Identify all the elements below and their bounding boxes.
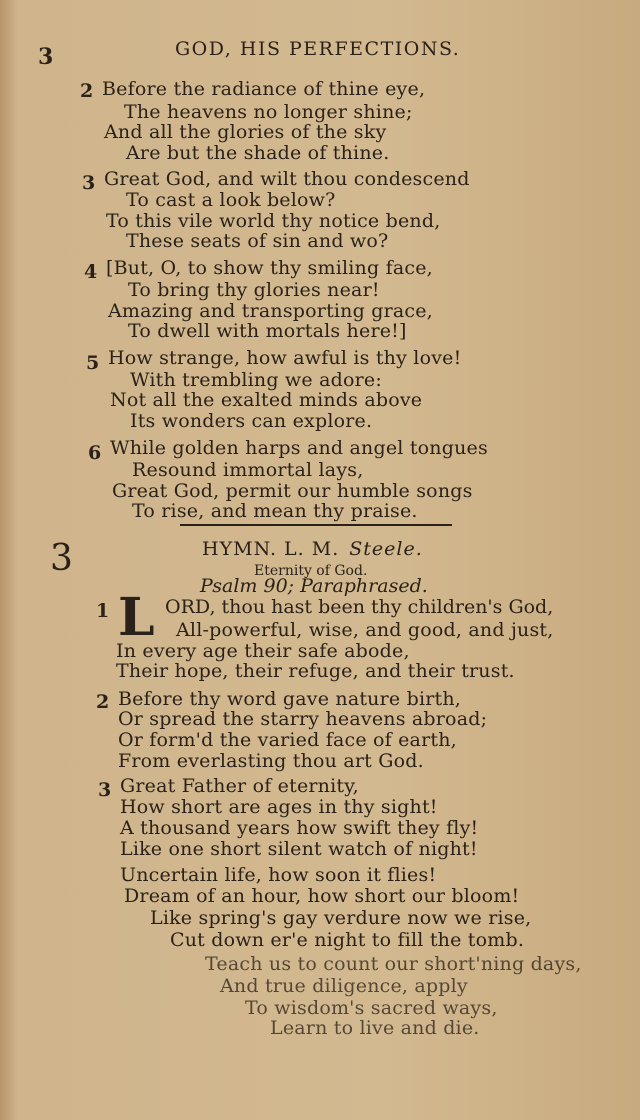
verse-line: All-powerful, wise, and good, and just, xyxy=(176,619,554,641)
verse-line: Their hope, their refuge, and their trust. xyxy=(116,660,515,682)
verse-line: Great Father of eternity, xyxy=(120,775,359,797)
verse-line: To rise, and mean thy praise. xyxy=(132,500,418,522)
verse-line: Learn to live and die. xyxy=(270,1017,480,1039)
verse-line: Teach us to count our short'ning days, xyxy=(205,953,582,975)
verse-line: From everlasting thou art God. xyxy=(118,750,424,772)
verse-line: ORD, thou hast been thy children's God, xyxy=(165,596,554,618)
verse-line: Cut down er'e night to fill the tomb. xyxy=(170,929,525,951)
verse-line: In every age their safe abode, xyxy=(116,640,410,662)
hymn-meter: HYMN. L. M. xyxy=(202,538,340,560)
hymn-author: Steele. xyxy=(349,538,423,560)
verse-line: Before the radiance of thine eye, xyxy=(102,78,426,100)
verse-line: Like one short silent watch of night! xyxy=(120,838,478,860)
verse-line: With trembling we adore: xyxy=(130,369,382,391)
verse-line: How short are ages in thy sight! xyxy=(120,796,438,818)
hymn-subtitle: Eternity of God. xyxy=(254,563,368,579)
verse-line: While golden harps and angel tongues xyxy=(110,437,488,459)
verse-line: Or spread the starry heavens abroad; xyxy=(118,708,488,730)
drop-cap: L xyxy=(118,587,155,648)
verse-line: Uncertain life, how soon it flies! xyxy=(120,864,437,886)
stanza-number: 5 xyxy=(86,352,100,374)
verse-line: To wisdom's sacred ways, xyxy=(245,997,498,1019)
stanza-number: 6 xyxy=(88,442,102,464)
stanza-number: 2 xyxy=(96,691,110,713)
hymn-heading xyxy=(202,538,423,560)
verse-line: Resound immortal lays, xyxy=(132,459,364,481)
stanza-number: 1 xyxy=(96,600,110,622)
psalm-reference: Psalm 90; Paraphrased. xyxy=(200,575,428,597)
section-divider xyxy=(180,524,452,526)
stanza-number: 2 xyxy=(80,80,94,102)
verse-line: How strange, how awful is thy love! xyxy=(108,347,462,369)
verse-line: And true diligence, apply xyxy=(220,975,468,997)
verse-line: Amazing and transporting grace, xyxy=(108,300,433,322)
verse-line: Are but the shade of thine. xyxy=(126,142,390,164)
verse-line: The heavens no longer shine; xyxy=(124,101,413,123)
verse-line: To bring thy glories near! xyxy=(128,279,380,301)
verse-line: Its wonders can explore. xyxy=(130,410,373,432)
verse-line: To this vile world thy notice bend, xyxy=(106,210,441,232)
stanza-number: 3 xyxy=(82,172,96,194)
verse-line: To cast a look below? xyxy=(126,189,336,211)
verse-line: And all the glories of the sky xyxy=(104,121,387,143)
verse-line: Great God, and wilt thou condescend xyxy=(104,168,470,190)
stanza-number: 3 xyxy=(98,779,112,801)
verse-line: A thousand years how swift they fly! xyxy=(120,817,479,839)
verse-line: [But, O, to show thy smiling face, xyxy=(106,257,433,279)
page-number: 3 xyxy=(38,44,54,70)
verse-line: To dwell with mortals here!] xyxy=(128,320,407,342)
verse-line: Or form'd the varied face of earth, xyxy=(118,729,457,751)
verse-line: Great God, permit our humble songs xyxy=(112,480,473,502)
verse-line: Dream of an hour, how short our bloom! xyxy=(124,885,520,907)
page-title: GOD, HIS PERFECTIONS. xyxy=(175,38,461,60)
verse-line: Not all the exalted minds above xyxy=(110,389,423,411)
verse-line: Before thy word gave nature birth, xyxy=(118,688,462,710)
stanza-number: 4 xyxy=(84,261,98,283)
verse-line: Like spring's gay verdure now we rise, xyxy=(150,907,532,929)
hymn-number: 3 xyxy=(50,538,73,579)
verse-line: These seats of sin and wo? xyxy=(126,230,389,252)
